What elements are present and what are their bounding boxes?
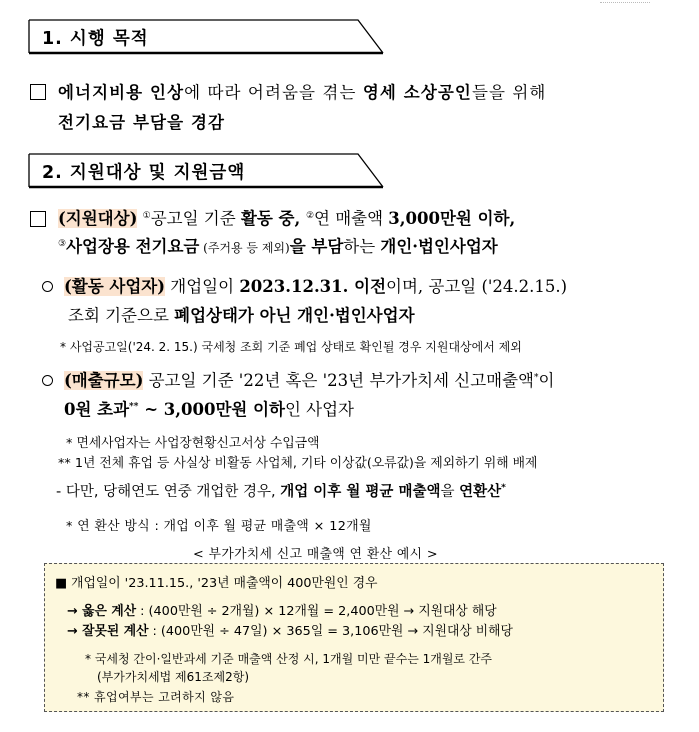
target-criterion-2: 연 매출액 — [314, 209, 389, 228]
sales-lower-bound: 0원 초과 — [64, 400, 130, 419]
sales-note-1: * 면세사업자는 사업장현황신고서상 수입금액 — [66, 436, 320, 451]
active-line-2 — [68, 302, 415, 326]
target-criterion-3-emphasis: 사업장용 전기요금 — [66, 237, 200, 256]
section-2-title: 2. 지원대상 및 지원금액 — [42, 163, 246, 183]
target-line-2 — [58, 233, 498, 257]
sales-upper-bound: ~ 3,000만원 이하 — [138, 400, 285, 419]
sales-text-end: 이 — [538, 371, 555, 390]
example-right-calc — [67, 600, 497, 619]
sales-text: 공고일 기준 '22년 혹은 '23년 부가가치세 신고매출액 — [143, 371, 534, 390]
dash-note: * 연 환산 방식 : 개업 이후 월 평균 매출액 × 12개월 — [66, 519, 372, 534]
purpose-line-1 — [58, 79, 546, 103]
target-label: (지원대상) — [58, 209, 138, 228]
purpose-line-2: 전기요금 부담을 경감 — [58, 113, 226, 132]
bullet-circle — [42, 375, 53, 386]
section-1-header — [28, 19, 383, 53]
sales-label: (매출규모) — [64, 371, 144, 390]
target-criterion-2-emphasis: 3,000만원 이하, — [388, 209, 516, 228]
target-criterion-3-entities: 개인·법인사업자 — [380, 237, 498, 256]
example-caption: < 부가가치세 신고 매출액 연 환산 예시 > — [193, 547, 438, 562]
example-note-1: * 국세청 간이·일반과세 기준 매출액 산정 시, 1개월 미만 끝수는 1개월로 간주 — [85, 652, 493, 666]
dash-annualize: 연환산 — [459, 484, 502, 500]
dash-emphasis: 개업 이후 월 평균 매출액 — [280, 484, 441, 500]
example-box — [44, 563, 664, 712]
active-text: 개업일이 — [165, 277, 240, 296]
wrong-calc-text: : (400만원 ÷ 47일) × 365일 = 3,106만원 → 지원대상 비해당 — [148, 624, 513, 639]
active-note: * 사업공고일('24. 2. 15.) 국세청 조회 기준 폐업 상태로 확인될 경우 지원대상에서 제외 — [60, 340, 522, 354]
target-line-1 — [58, 205, 515, 229]
sales-note-2: ** 1년 전체 휴업 등 사실상 비활동 사업체, 기타 이상값(오류값)을 제외하기 위해 배제 — [58, 456, 538, 471]
dash-text-2: 을 — [440, 484, 460, 500]
section-1-title: 1. 시행 목적 — [42, 29, 149, 49]
right-calc-label: → 옳은 계산 — [67, 604, 137, 619]
wrong-calc-label: → 잘못된 계산 — [67, 624, 149, 639]
active-date-emphasis: 2023.12.31. 이전 — [239, 277, 387, 296]
page-corner-mark — [600, 0, 650, 3]
checkbox-square — [30, 211, 46, 227]
purpose-emphasis-energy: 에너지비용 인상 — [58, 83, 185, 102]
sales-footnote-mark-2: ** — [129, 402, 139, 412]
active-line-2-emphasis: 폐업상태가 아닌 개인·법인사업자 — [174, 306, 415, 325]
example-head: ■ 개업일이 '23.11.15., '23년 매출액이 400만원인 경우 — [55, 576, 378, 591]
dash-line — [56, 480, 506, 501]
sales-line-1 — [64, 367, 554, 391]
dash-text: - 다만, 당해연도 연중 개업한 경우, — [56, 484, 281, 500]
sales-line-2-end: 인 사업자 — [284, 400, 354, 419]
purpose-text-end: 들을 위해 — [471, 83, 547, 102]
example-note-2: ** 휴업여부는 고려하지 않음 — [77, 690, 235, 704]
target-criterion-3-burden: 을 부담 — [289, 237, 344, 256]
active-line-1 — [64, 273, 567, 297]
target-criterion-1: 공고일 기준 — [150, 209, 241, 228]
example-wrong-calc — [67, 620, 513, 639]
checkbox-square — [30, 84, 46, 100]
active-label: (활동 사업자) — [64, 277, 166, 296]
sales-line-2 — [64, 396, 354, 420]
purpose-text: 에 따라 어려움을 겪는 — [184, 83, 363, 102]
sales-footnote-mark: * — [534, 373, 539, 383]
right-calc-text: : (400만원 ÷ 2개월) × 12개월 = 2,400만원 → 지원대상 해당 — [136, 604, 497, 619]
active-line-2-text: 조회 기준으로 — [68, 306, 175, 325]
purpose-emphasis-smb: 영세 소상공인 — [362, 83, 472, 102]
target-criterion-3-text: 하는 — [343, 237, 381, 256]
circled-number-1: ① — [142, 211, 151, 221]
example-note-1b: (부가가치세법 제61조제2항) — [97, 670, 250, 684]
active-text-2: 이며, 공고일 ('24.2.15.) — [386, 277, 568, 296]
dash-footnote-mark: * — [501, 483, 506, 493]
target-criterion-3-note: (주거용 등 제외) — [199, 241, 290, 255]
circled-number-3: ③ — [58, 239, 67, 249]
bullet-circle — [42, 281, 53, 292]
circled-number-2: ② — [305, 211, 315, 221]
target-criterion-1-emphasis: 활동 중, — [240, 209, 306, 228]
section-2-header — [28, 153, 383, 187]
